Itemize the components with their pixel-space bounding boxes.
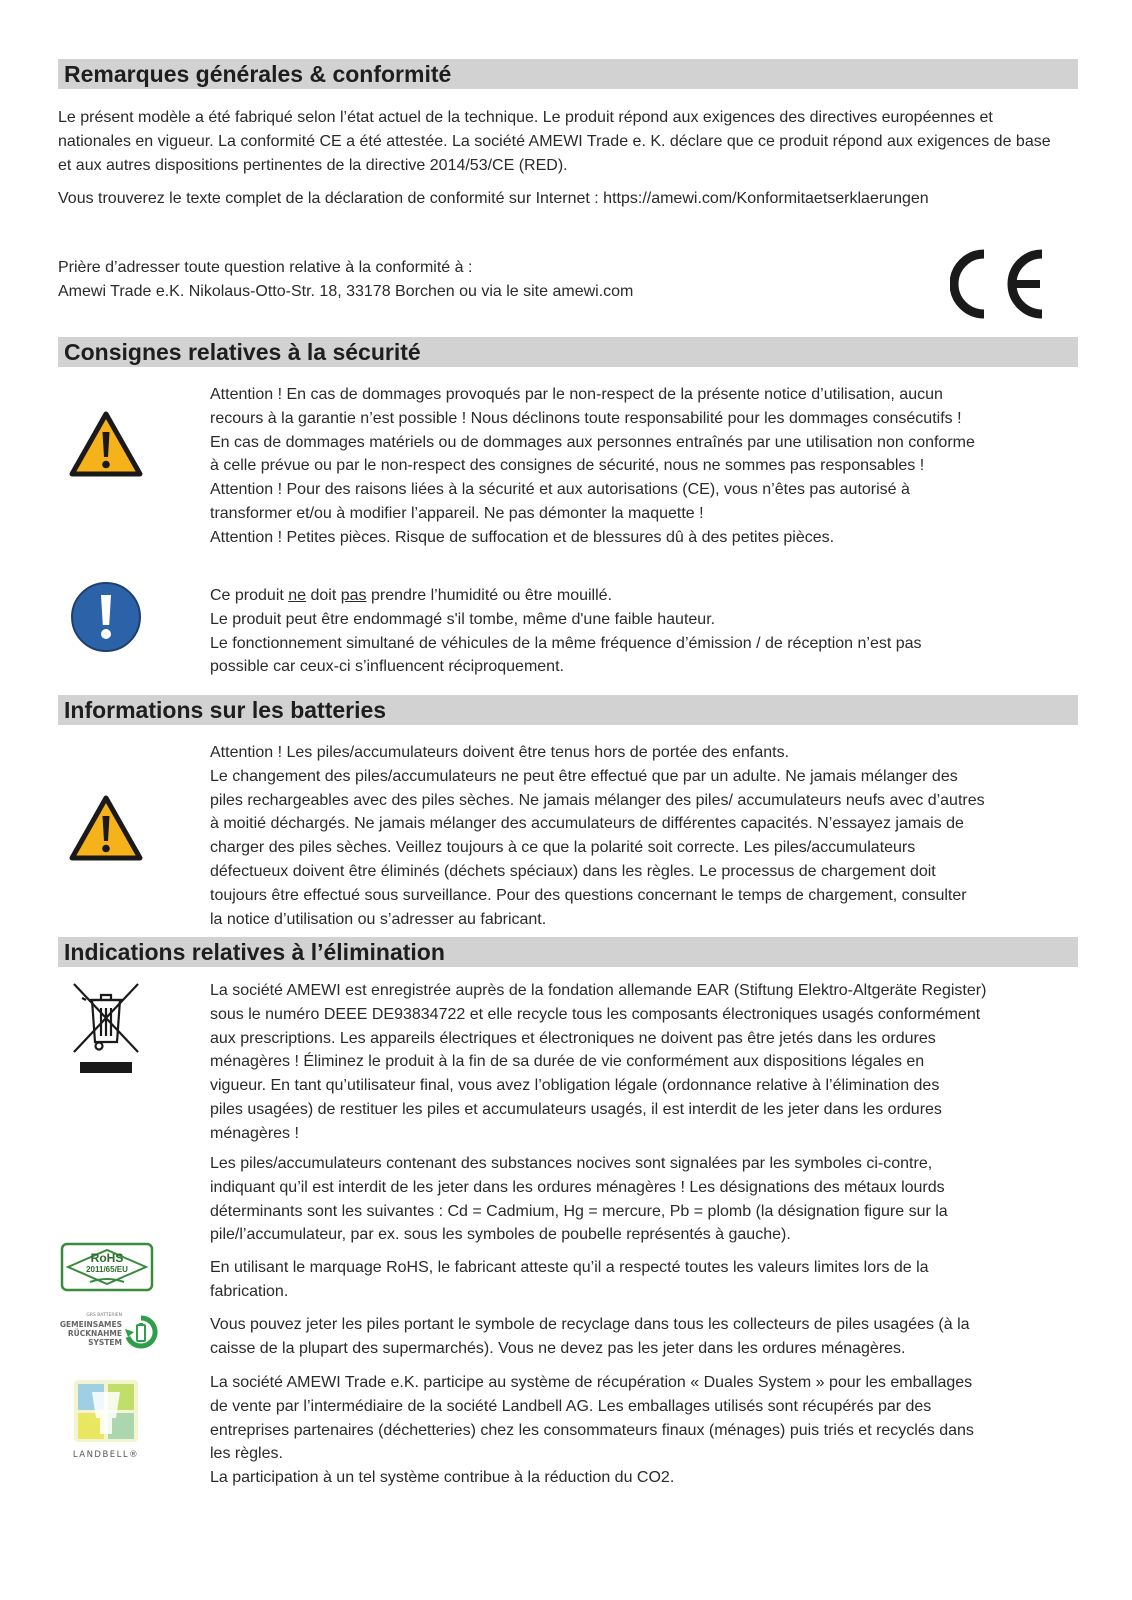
grs-label-3: SYSTEM xyxy=(88,1338,122,1347)
notice-text-b: doit xyxy=(306,587,341,604)
batteries-line: la notice d’utilisation ou s’adresser au fabricant. xyxy=(210,910,547,928)
safety-line: Attention ! Pour des raisons liées à la sécurité et aux autorisations (CE), vous n’êtes pas autorisé à xyxy=(210,481,910,499)
disposal-paragraph-4 xyxy=(210,1313,1080,1361)
disposal-line: Vous pouvez jeter les piles portant le symbole de recyclage dans tous les collecteurs de piles usagées (à la xyxy=(210,1316,970,1333)
landbell-label: LANDBELL® xyxy=(72,1450,140,1460)
mandatory-exclamation-icon xyxy=(70,581,142,653)
disposal-line: ménagères ! xyxy=(210,1124,299,1142)
disposal-paragraph-2 xyxy=(210,1152,1080,1247)
notice-text-ne: ne xyxy=(288,587,307,604)
safety-warning-text xyxy=(210,383,1080,550)
safety-notice-line-1 xyxy=(210,584,1080,608)
disposal-paragraph-5 xyxy=(210,1371,1080,1490)
safety-notice-text xyxy=(210,584,1080,679)
section-title-conformity: Remarques générales & conformité xyxy=(58,59,1078,89)
conformity-paragraph-2 xyxy=(58,187,1088,211)
grs-label-1: GEMEINSAMES xyxy=(59,1320,122,1329)
grs-label-2: RÜCKNAHME xyxy=(67,1329,122,1338)
disposal-line: les règles. xyxy=(210,1445,283,1463)
landbell-logo-icon xyxy=(68,1378,144,1464)
grs-small-label: GRS BATTERIEN xyxy=(86,1313,122,1318)
disposal-line: Les piles/accumulateurs contenant des substances nocives sont signalées par les symboles ci-contre, xyxy=(210,1155,933,1172)
safety-notice-line: Le produit peut être endommagé s'il tombe, même d'une faible hauteur. xyxy=(210,610,716,628)
batteries-line: Le changement des piles/accumulateurs ne peut être effectué que par un adulte. Ne jamais mélanger des xyxy=(210,767,958,785)
disposal-line: ménagères ! Éliminez le produit à la fin de sa durée de vie conformément aux dispositions légales en xyxy=(210,1053,925,1071)
disposal-line: sous le numéro DEEE DE93834722 et elle recycle tous les composants électroniques usagés conformément xyxy=(210,1005,981,1023)
safety-notice-line: possible car ceux-ci s’influencent réciproquement. xyxy=(210,658,564,676)
batteries-text xyxy=(210,741,1080,931)
conformity-paragraph-1 xyxy=(58,106,1088,177)
rohs-label: RoHS xyxy=(90,1251,124,1265)
notice-text-c: prendre l’humidité ou être mouillé. xyxy=(366,587,613,604)
warning-triangle-icon xyxy=(68,410,144,478)
rohs-logo-icon xyxy=(60,1242,154,1292)
disposal-line: fabrication. xyxy=(210,1282,289,1300)
disposal-line: piles usagées) de restituer les piles et accumulateurs usagés, il est interdit de les jeter dans les ordures xyxy=(210,1100,942,1118)
disposal-paragraph-1 xyxy=(210,979,1080,1146)
batteries-line: charger des piles sèches. Veillez toujours à ce que la polarité soit correcte. Les piles/accumulateurs xyxy=(210,839,916,857)
batteries-line: défectueux doivent être éliminés (déchets spéciaux) dans les règles. Le processus de chargement doit xyxy=(210,862,936,880)
safety-line: à celle prévue ou par le non-respect des consignes de sécurité, nous ne sommes pas responsables ! xyxy=(210,457,925,475)
safety-line: transformer et/ou à modifier l’appareil. Ne pas démonter la maquette ! xyxy=(210,504,704,522)
section-title-disposal: Indications relatives à l’élimination xyxy=(58,937,1078,967)
batteries-line: toujours être effectué sous surveillance. Pour des questions concernant le temps de chargement, consulter xyxy=(210,886,967,904)
disposal-line: vigueur. En tant qu’utilisateur final, vous avez l’obligation légale (ordonnance relative à l’élimination des xyxy=(210,1077,940,1095)
conformity-contact-line-1: Prière d’adresser toute question relative à la conformité à : xyxy=(58,259,473,276)
disposal-line: La société AMEWI est enregistrée auprès de la fondation allemande EAR (Stiftung Elektro-Altgeräte Register) xyxy=(210,982,987,999)
warning-triangle-icon xyxy=(68,794,144,862)
disposal-line: pile/l’accumulateur, par ex. sous les symboles de poubelle représentés à gauche). xyxy=(210,1226,791,1244)
disposal-line: de vente par l’intermédiaire de la société Landbell AG. Les emballages utilisés sont récupérés par des xyxy=(210,1397,932,1415)
section-title-batteries: Informations sur les batteries xyxy=(58,695,1078,725)
disposal-line: La société AMEWI Trade e.K. participe au système de récupération « Duales System » pour les emballages xyxy=(210,1374,973,1391)
conformity-contact xyxy=(58,256,1088,304)
section-title-safety: Consignes relatives à la sécurité xyxy=(58,337,1078,367)
crossed-bin-icon xyxy=(72,980,140,1076)
notice-text-pas: pas xyxy=(340,587,367,604)
disposal-line: indiquant qu’il est interdit de les jeter dans les ordures ménagères ! Les désignations des métaux lourds xyxy=(210,1178,945,1196)
disposal-paragraph-3 xyxy=(210,1256,1080,1304)
conformity-text-2: Vous trouverez le texte complet de la déclaration de conformité sur Internet : https://amewi.com/Konformitaetserklaerungen xyxy=(58,190,929,207)
batteries-line: Attention ! Les piles/accumulateurs doivent être tenus hors de portée des enfants. xyxy=(210,744,790,761)
conformity-contact-line-2: Amewi Trade e.K. Nikolaus-Otto-Str. 18, 33178 Borchen ou via le site amewi.com xyxy=(58,282,634,300)
safety-line: recours à la garantie n’est possible ! Nous déclinons toute responsabilité pour les dommages consécutifs ! xyxy=(210,409,962,427)
grs-recycling-icon xyxy=(56,1313,160,1353)
notice-text-a: Ce produit xyxy=(210,587,289,604)
disposal-line: aux prescriptions. Les appareils électriques et électroniques ne doivent pas être jetés dans les ordures xyxy=(210,1029,936,1047)
disposal-line: entreprises partenaires (déchetteries) chez les consommateurs finaux (ménages) puis triés et recyclés dans xyxy=(210,1421,974,1439)
rohs-directive: 2011/65/EU xyxy=(86,1265,128,1274)
safety-line: En cas de dommages matériels ou de dommages aux personnes entraînés par une utilisation non conforme xyxy=(210,433,975,451)
safety-line: Attention ! En cas de dommages provoqués par le non-respect de la présente notice d’utilisation, aucun xyxy=(210,386,943,403)
batteries-line: à moitié déchargés. Ne jamais mélanger des accumulateurs de différentes capacités. N’essayez jamais de xyxy=(210,815,964,833)
disposal-line: En utilisant le marquage RoHS, le fabricant atteste qu’il a respecté toutes les valeurs limites lors de la xyxy=(210,1259,929,1276)
disposal-line: La participation à un tel système contribue à la réduction du CO2. xyxy=(210,1469,675,1487)
disposal-line: caisse de la plupart des supermarchés). Vous ne devez pas les jeter dans les ordures ménagères. xyxy=(210,1339,906,1357)
batteries-line: piles rechargeables avec des piles sèches. Ne jamais mélanger des piles/ accumulateurs neufs avec d’autres xyxy=(210,791,985,809)
safety-line: Attention ! Petites pièces. Risque de suffocation et de blessures dû à des petites pièces. xyxy=(210,528,835,546)
disposal-line: déterminants sont les suivantes : Cd = Cadmium, Hg = mercure, Pb = plomb (la désignation figure sur la xyxy=(210,1202,948,1220)
conformity-text-1: Le présent modèle a été fabriqué selon l’état actuel de la technique. Le produit répond aux exigences des directives européennes et nationales en vigueur. La conformité CE a été attestée. La société AMEWI Trade e. K. déclare que ce produit répond aux exigences de base et aux autres dispositions pertinentes de la directive 2014/53/CE (RED). xyxy=(58,109,1051,174)
safety-notice-line: Le fonctionnement simultané de véhicules de la même fréquence d’émission / de réception n’est pas xyxy=(210,634,922,652)
ce-mark-icon xyxy=(950,248,1048,320)
